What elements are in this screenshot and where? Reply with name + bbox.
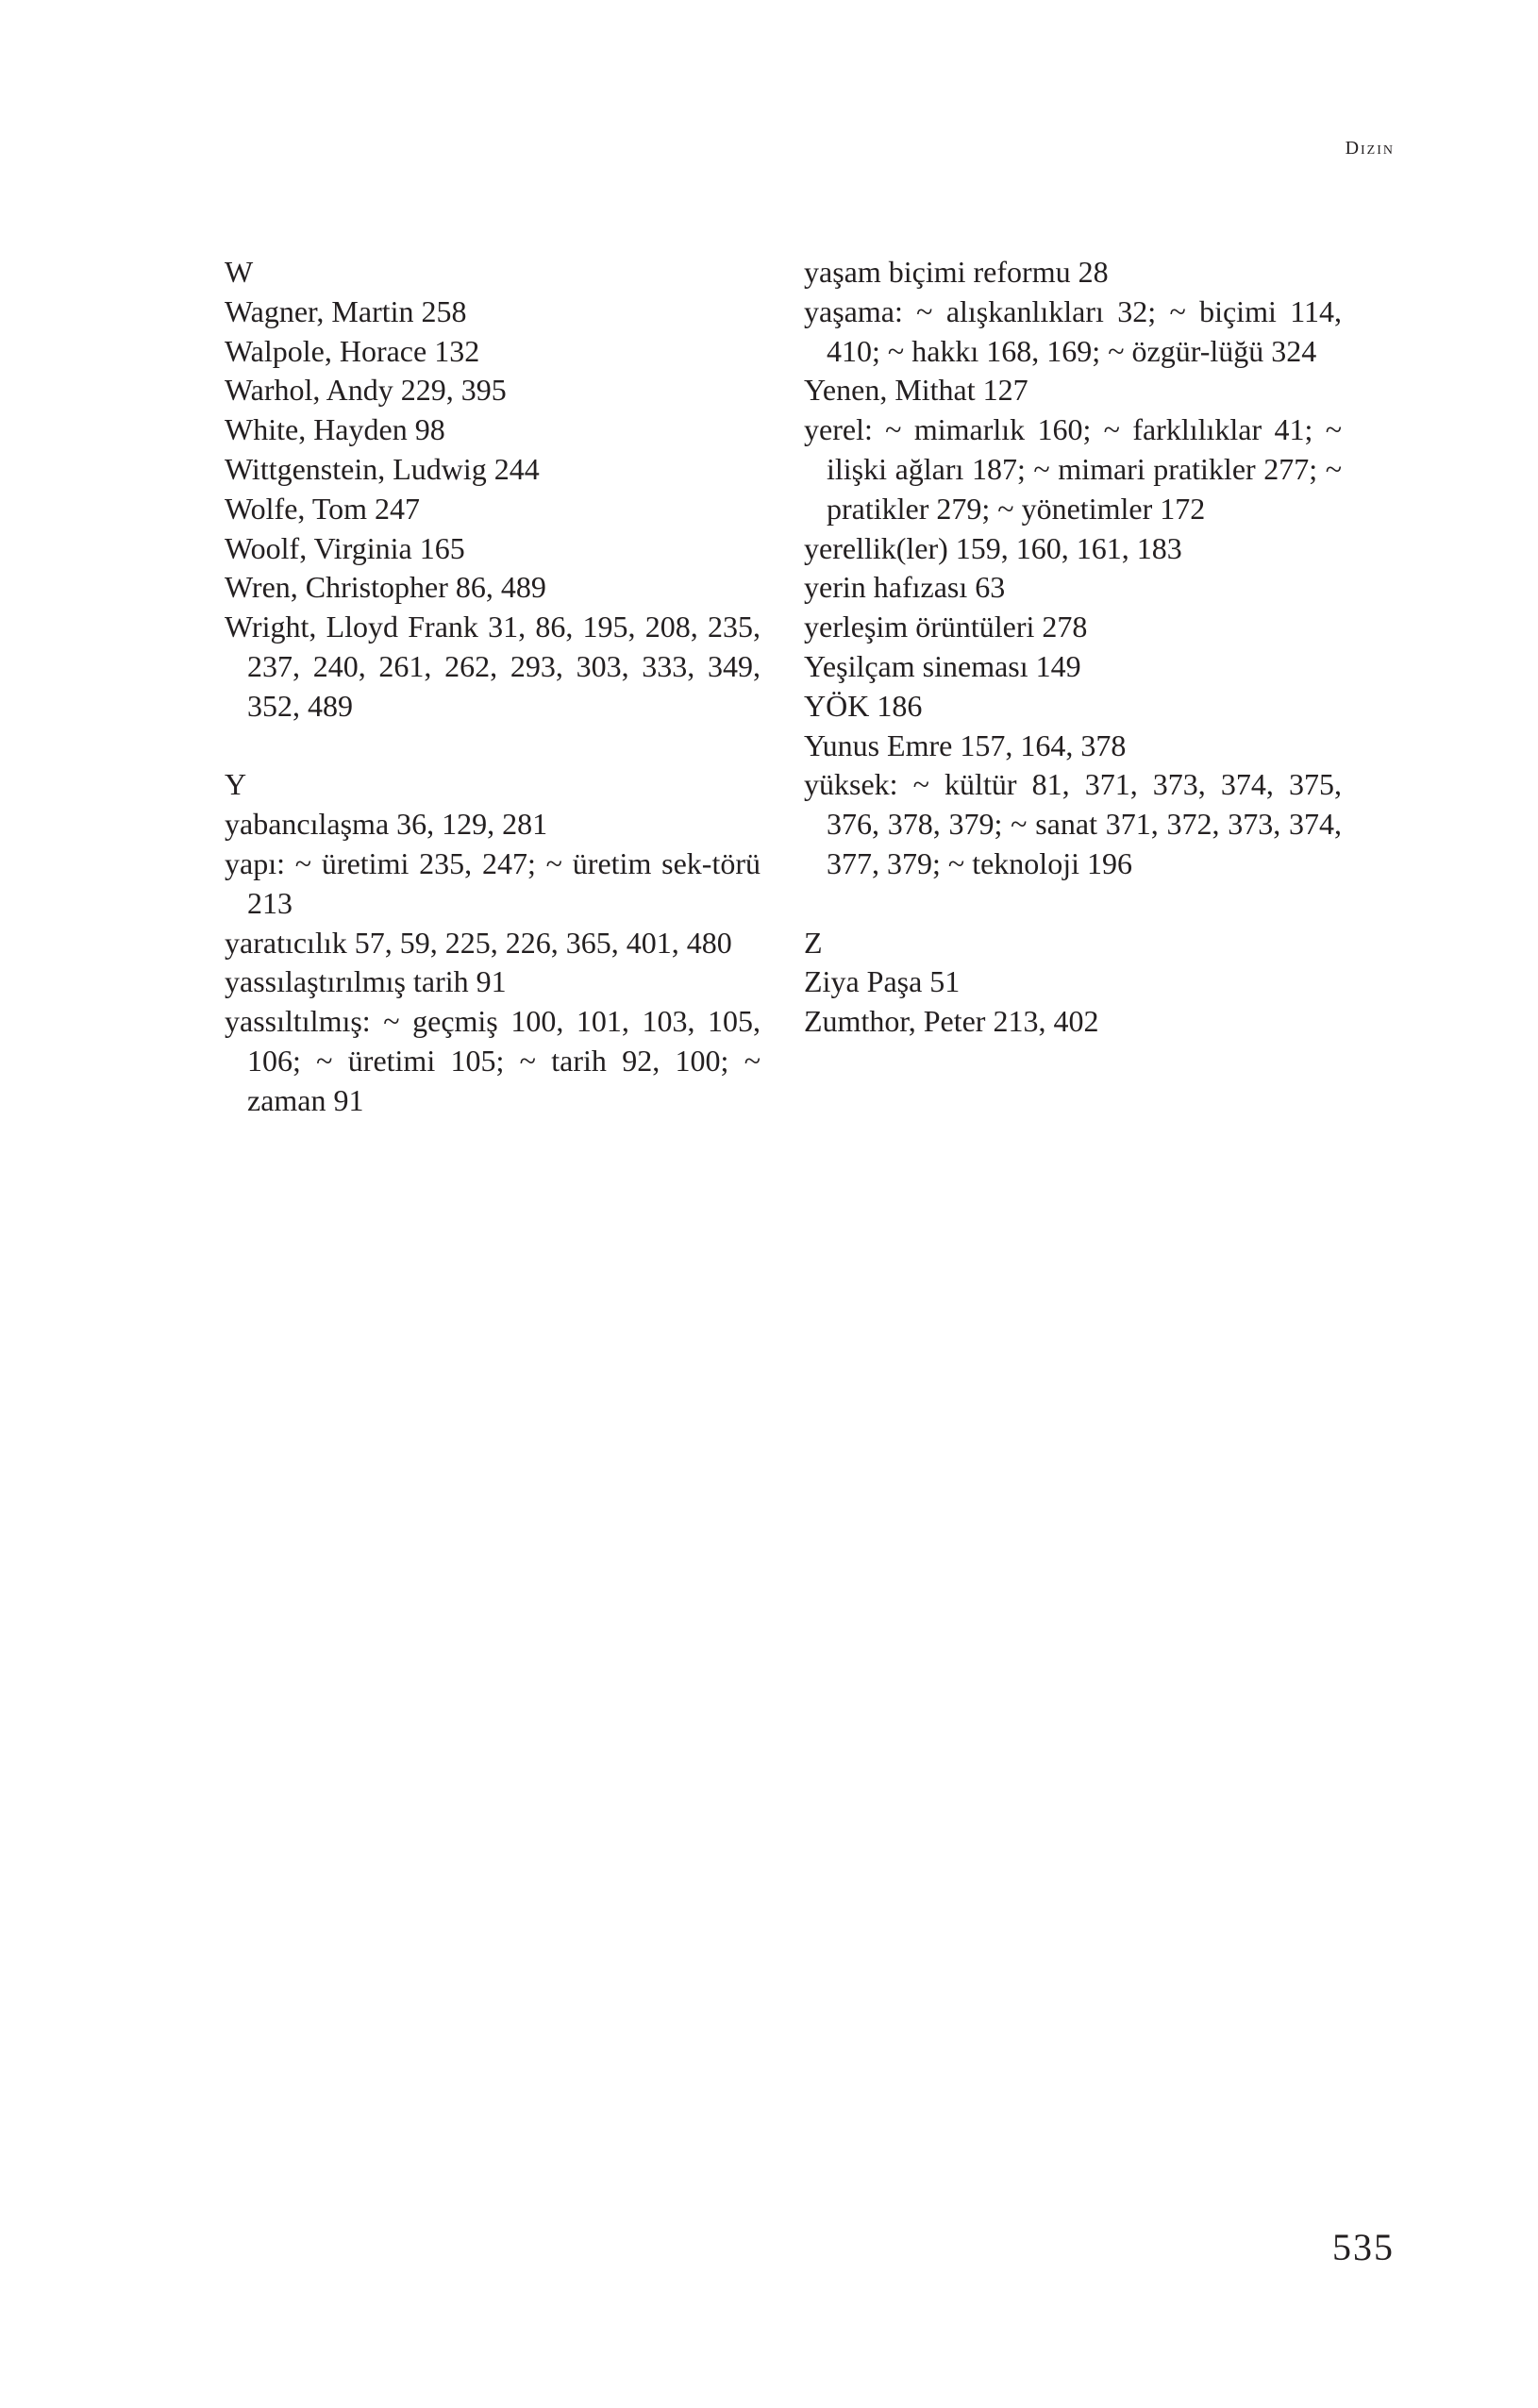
index-entry: White, Hayden 98 (225, 412, 445, 447)
index-entry: Wright, Lloyd Frank 31, 86, 195, 208, 235, 237, 240, 261, 262, 293, 303, 333, 349, 352, 489 (225, 610, 761, 723)
index-entry: Warhol, Andy 229, 395 (225, 373, 507, 408)
index-entry: yaratıcılık 57, 59, 225, 226, 365, 401, 480 (225, 925, 732, 960)
index-entry: Walpole, Horace 132 (225, 333, 480, 368)
index-entry: Wittgenstein, Ludwig 244 (225, 451, 540, 486)
index-entry: yüksek: ~ kültür 81, 371, 373, 374, 375, 376, 378, 379; ~ sanat 371, 372, 373, 374, 377, 379; ~ teknoloji 196 (804, 767, 1342, 880)
index-entry: yassıltılmış: ~ geçmiş 100, 101, 103, 105, 106; ~ üretimi 105; ~ tarih 92, 100; ~ zaman 91 (225, 1004, 761, 1117)
section-gap (804, 884, 1342, 924)
index-entry: Zumthor, Peter 213, 402 (804, 1004, 1099, 1039)
index-entry: yassılaştırılmış tarih 91 (225, 964, 507, 999)
index-entry: yerleşim örüntüleri 278 (804, 610, 1088, 644)
index-entry: YÖK 186 (804, 688, 923, 723)
index-entry: yabancılaşma 36, 129, 281 (225, 807, 548, 842)
index-entry: Wagner, Martin 258 (225, 293, 467, 328)
index-entry: Wolfe, Tom 247 (225, 491, 421, 526)
index-entry: Yenen, Mithat 127 (804, 373, 1028, 408)
index-section-letter: Y (225, 767, 247, 802)
index-entry: yerel: ~ mimarlık 160; ~ farklılıklar 41; ~ ilişki ağları 187; ~ mimari pratikler 277; ~ pratikler 279; ~ yönetimler 172 (804, 412, 1342, 526)
index-entry: Yunus Emre 157, 164, 378 (804, 727, 1127, 762)
index-section-letter: Z (804, 925, 823, 960)
index-entry: yapı: ~ üretimi 235, 247; ~ üretim sek-törü 213 (225, 845, 761, 920)
index-column-left (225, 253, 761, 1121)
running-head: Dizin (1345, 138, 1395, 159)
index-section-letter: W (225, 255, 254, 289)
index-column-right (804, 253, 1342, 1042)
index-entry: Wren, Christopher 86, 489 (225, 570, 546, 605)
index-entry: Ziya Paşa 51 (804, 964, 961, 999)
index-entry: Yeşilçam sineması 149 (804, 648, 1081, 683)
index-entry: yerellik(ler) 159, 160, 161, 183 (804, 530, 1182, 565)
index-entry: yaşama: ~ alışkanlıkları 32; ~ biçimi 114, 410; ~ hakkı 168, 169; ~ özgür-lüğü 324 (804, 293, 1342, 368)
page-number: 535 (1332, 2226, 1395, 2268)
index-entry: yaşam biçimi reformu 28 (804, 255, 1109, 289)
index-entry: yerin hafızası 63 (804, 570, 1006, 605)
index-entry: Woolf, Virginia 165 (225, 530, 465, 565)
section-gap (225, 727, 761, 766)
